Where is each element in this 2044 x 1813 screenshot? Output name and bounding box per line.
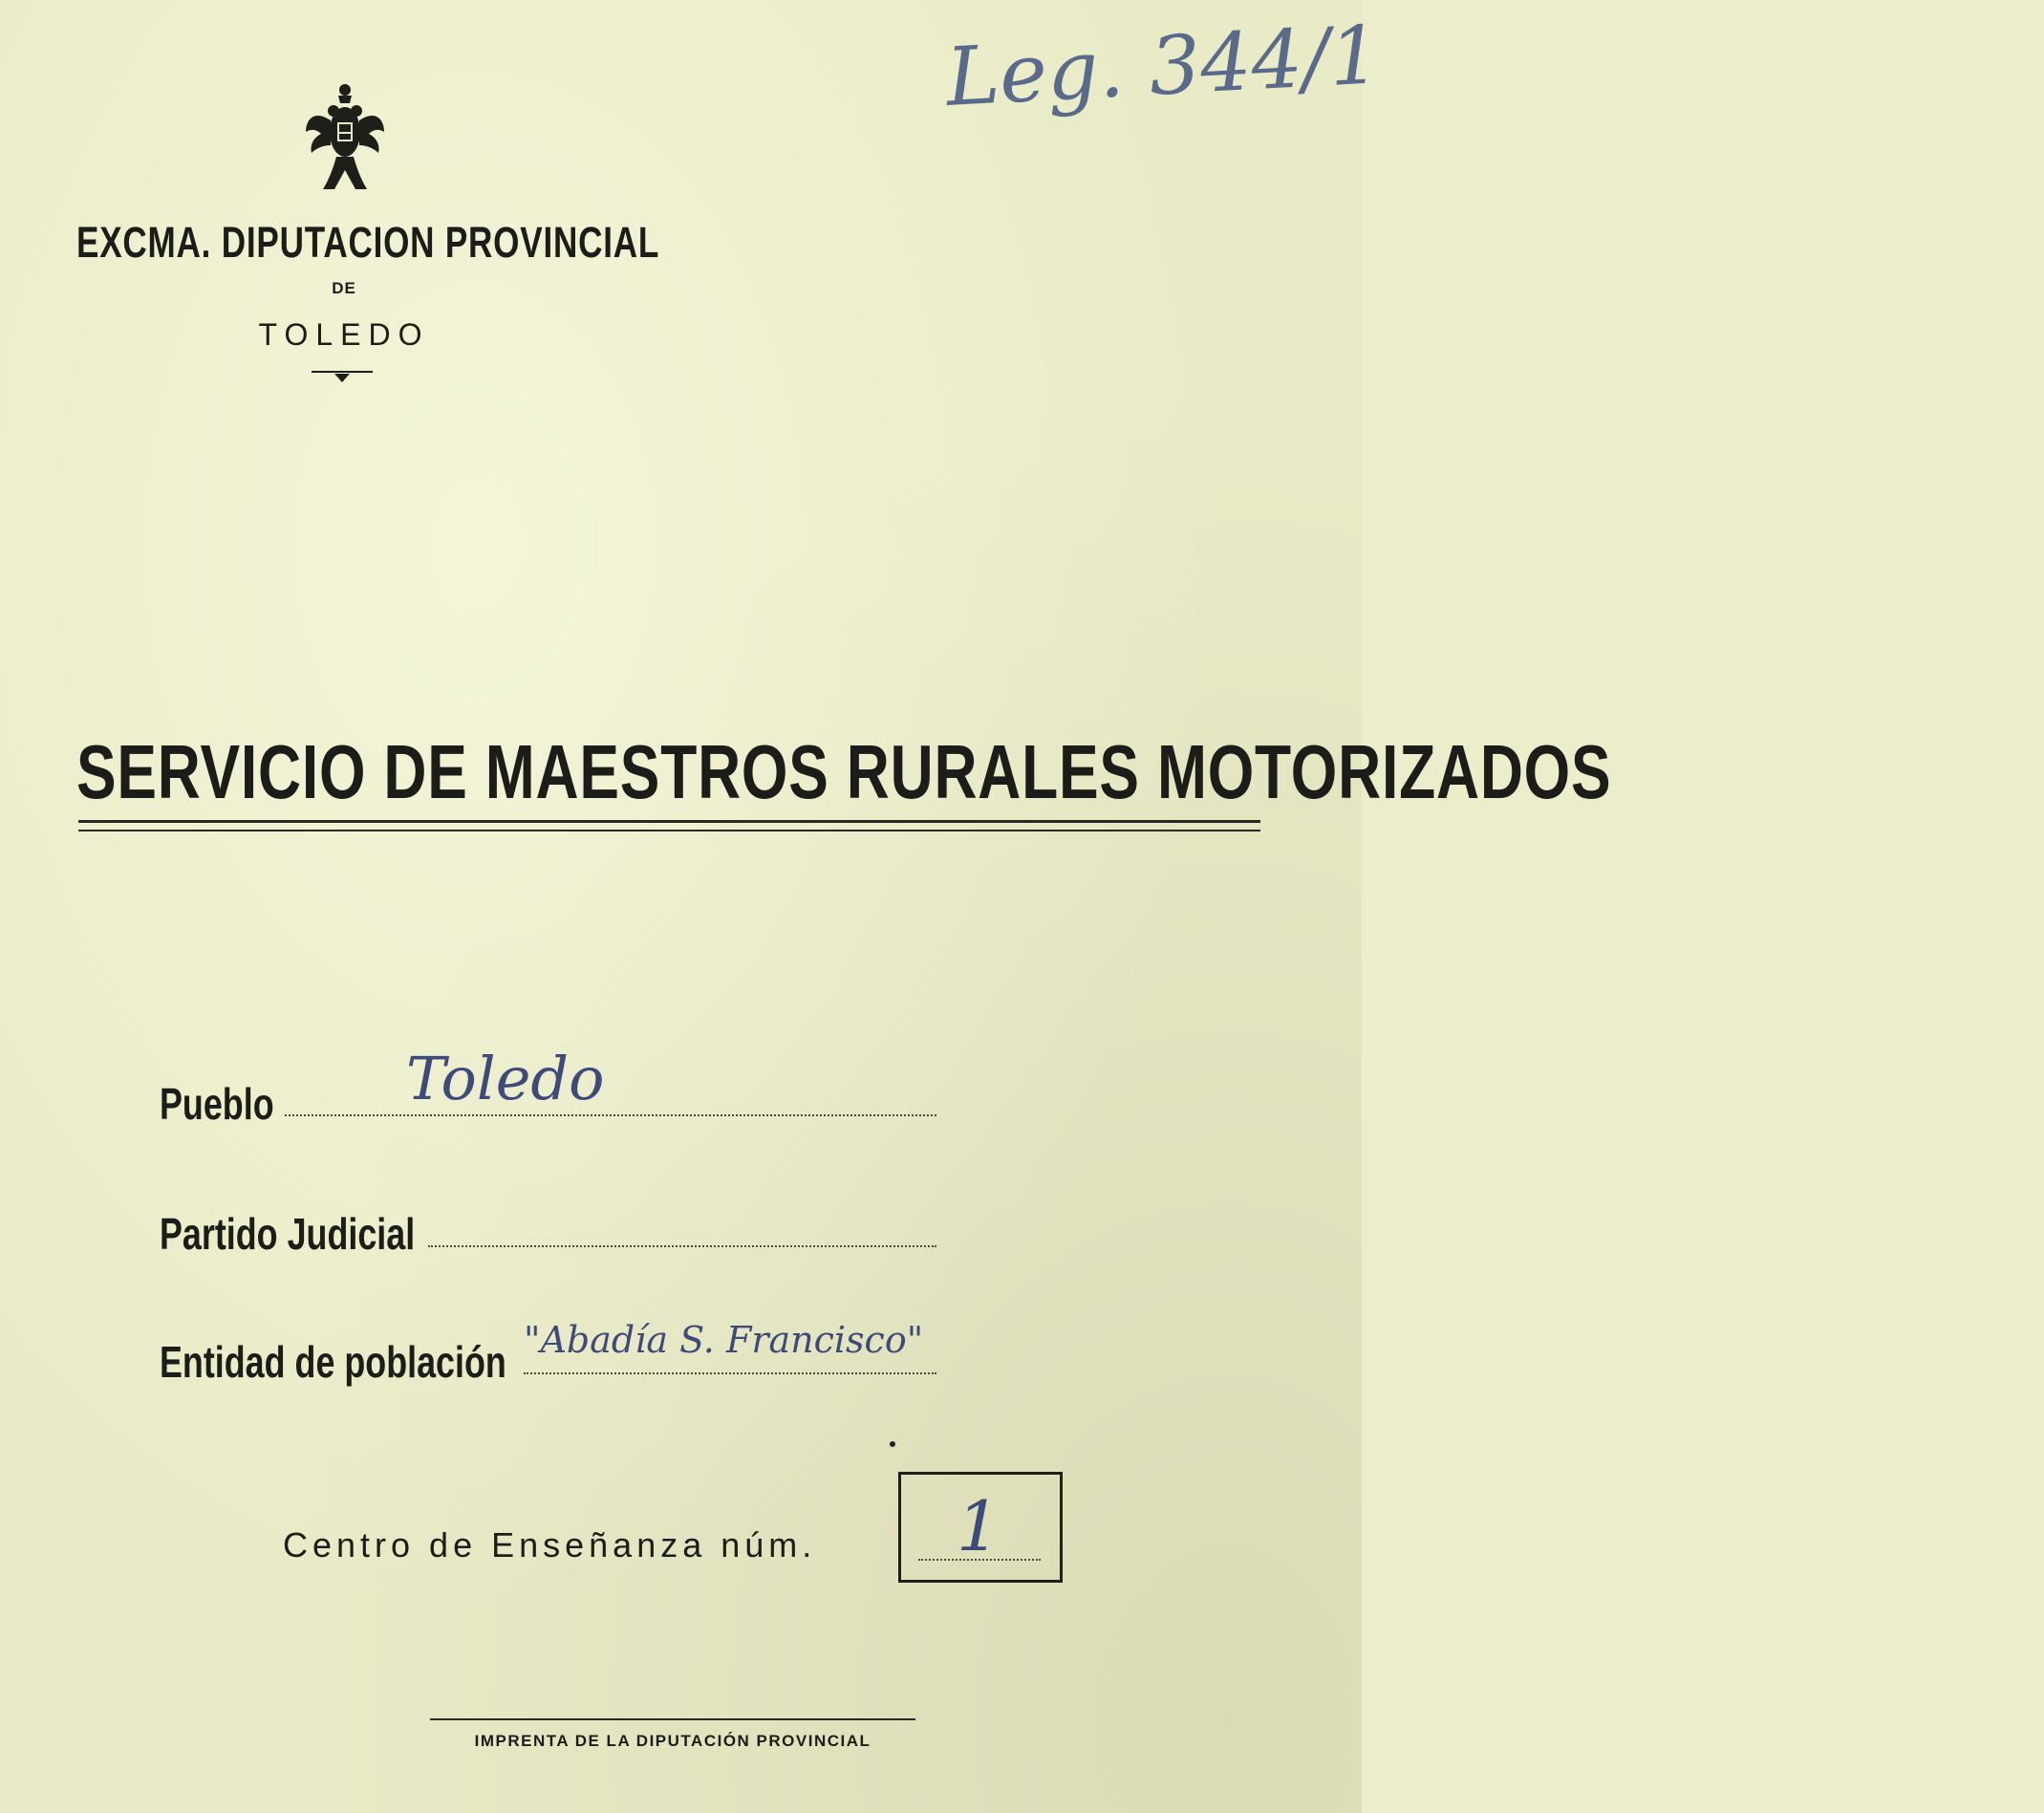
ornament-icon bbox=[312, 369, 373, 384]
partido-line bbox=[428, 1245, 936, 1247]
footer-rule bbox=[430, 1718, 915, 1720]
title-rule-bottom bbox=[78, 830, 1260, 831]
printer-credit: IMPRENTA DE LA DIPUTACIÓN PROVINCIAL bbox=[474, 1732, 871, 1750]
centro-label: Centro de Enseñanza núm. bbox=[283, 1525, 817, 1565]
institution-city: TOLEDO bbox=[258, 317, 430, 352]
centro-number-value: 1 bbox=[957, 1486, 1000, 1566]
entidad-line bbox=[524, 1372, 936, 1374]
archive-annotation: Leg. 344/1 bbox=[943, 8, 1384, 124]
entidad-value: "Abadía S. Francisco" bbox=[524, 1319, 924, 1361]
institution-de: DE bbox=[332, 279, 356, 297]
pueblo-value: Toledo bbox=[406, 1044, 605, 1113]
title-rule-top bbox=[78, 820, 1260, 823]
ink-speck bbox=[890, 1441, 895, 1447]
centro-number-box bbox=[898, 1472, 1063, 1583]
institution-name: EXCMA. DIPUTACION PROVINCIAL bbox=[76, 218, 660, 267]
pueblo-line bbox=[285, 1114, 936, 1116]
document-title: SERVICIO DE MAESTROS RURALES MOTORIZADOS bbox=[76, 729, 1612, 814]
pueblo-label: Pueblo bbox=[160, 1079, 274, 1129]
partido-label: Partido Judicial bbox=[160, 1209, 416, 1259]
entidad-label: Entidad de población bbox=[160, 1337, 506, 1387]
crest-icon bbox=[304, 82, 386, 195]
